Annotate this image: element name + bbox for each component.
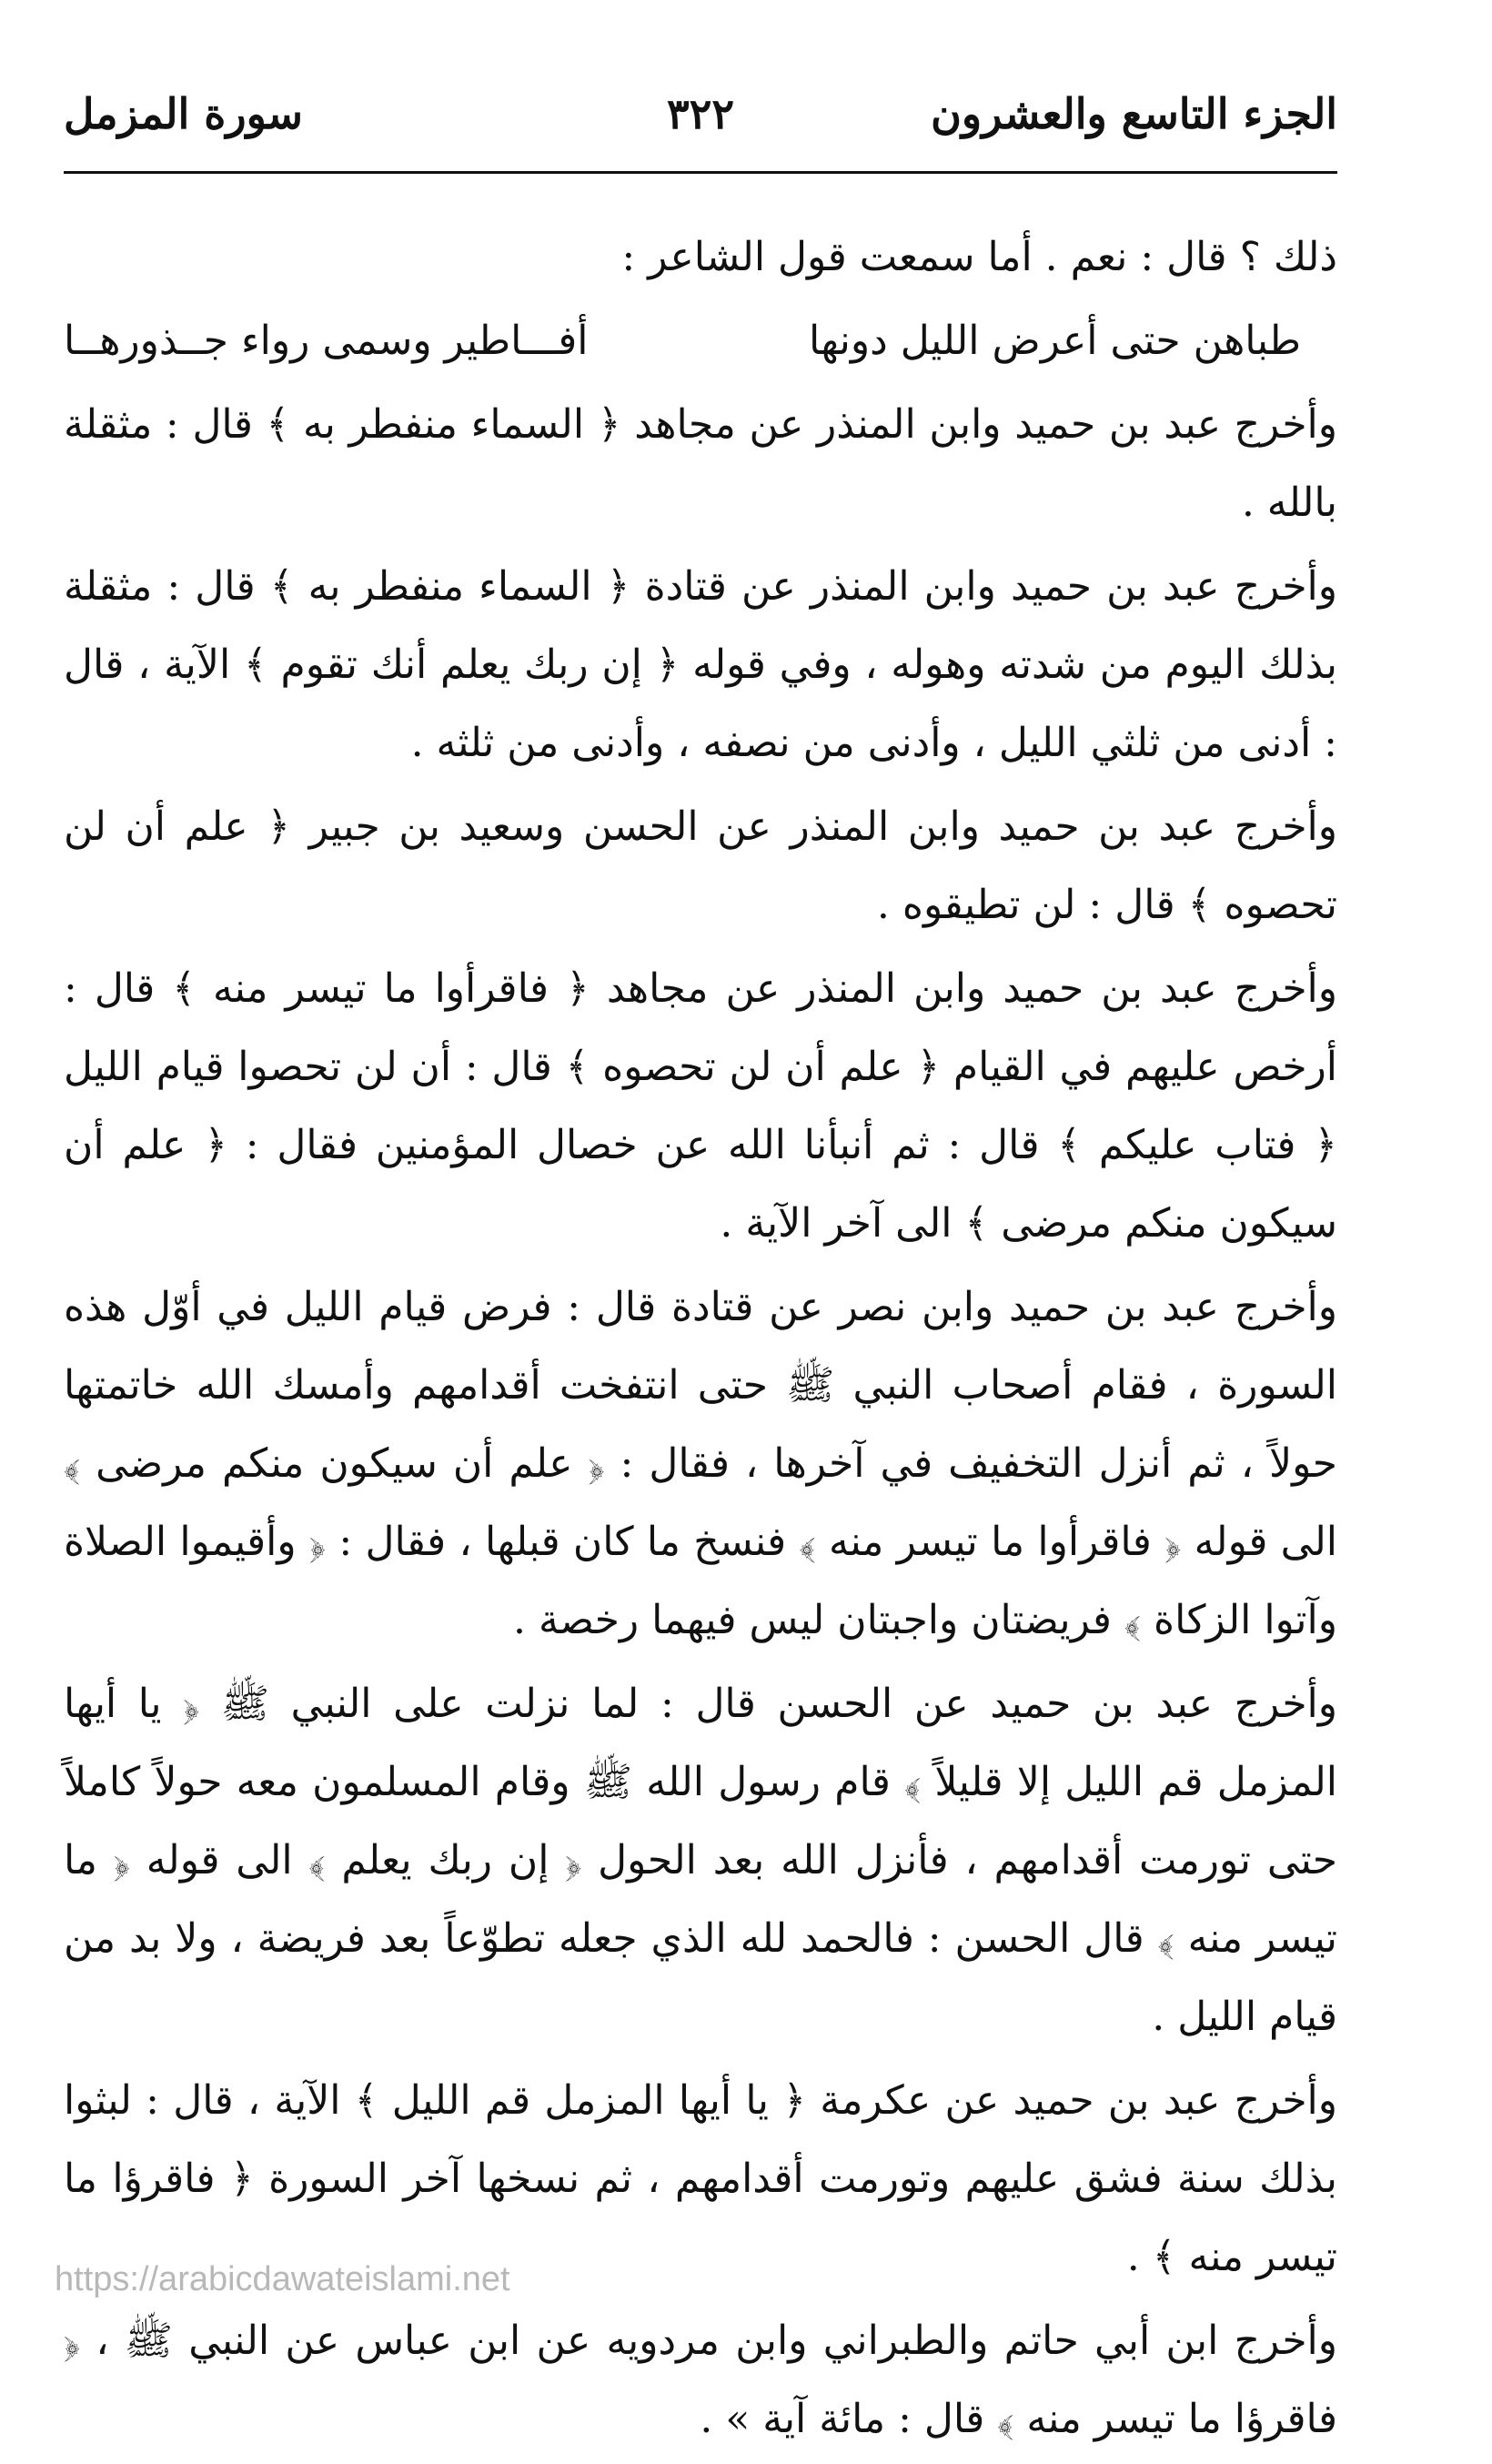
paragraph: وأخرج عبد بن حميد وابن نصر عن قتادة قال : فرض قيام الليل في أوّل هذه السورة ، فقام أصحاب النبي ﷺ حتى انتفخت أقدامهم وأمسك الله خاتمتها حولاً ، ثم أنزل التخفيف في آخرها ، فقال : ﴿ علم أن سيكون منكم مرضى ﴾ الى قوله ﴿ فاقرأوا ما تيسر منه ﴾ فنسخ ما كان قبلها ، فقال : ﴿ وأقيموا الصلاة وآتوا الزكاة ﴾ فريضتان واجبتان ليس فيهما رخصة . <box>64 1284 1337 1643</box>
header-rule <box>64 171 1337 174</box>
source-watermark: https://arabicdawateislami.net <box>55 2260 510 2298</box>
header-surah-title: سورة المزمل <box>64 89 303 138</box>
paragraph: وأخرج عبد بن حميد وابن المنذر عن قتادة ﴿ السماء منفطر به ﴾ قال : مثقلة بذلك اليوم من شدته وهوله ، وفي قوله ﴿ إن ربك يعلم أنك تقوم ﴾ الآية ، قال : أدنى من ثلثي الليل ، وأدنى من نصفه ، وأدنى من ثلثه . <box>64 563 1337 766</box>
paragraph: وأخرج عبد بن حميد عن عكرمة ﴿ يا أيها المزمل قم الليل ﴾ الآية ، قال : لبثوا بذلك سنة فشق عليهم وتورمت أقدامهم ، ثم نسخها آخر السورة ﴿ فاقرؤا ما تيسر منه ﴾ . <box>64 2077 1337 2280</box>
paragraph: وأخرج عبد بن حميد وابن المنذر عن مجاهد ﴿ السماء منفطر به ﴾ قال : مثقلة بالله . <box>64 401 1337 526</box>
paragraph: وأخرج ابن أبي حاتم والطبراني وابن مردويه عن ابن عباس عن النبي ﷺ ، ﴿ فاقرؤا ما تيسر منه ﴾ قال : مائة آية » . <box>64 2318 1337 2442</box>
paragraph: ذلك ؟ قال : نعم . أما سمعت قول الشاعر : <box>621 234 1337 280</box>
paragraph: وأخرج عبد بن حميد عن الحسن قال : لما نزلت على النبي ﷺ ﴿ يا أيها المزمل قم الليل إلا قليلاً ﴾ قام رسول الله ﷺ وقام المسلمون معه حولاً كاملاً حتى تورمت أقدامهم ، فأنزل الله بعد الحول ﴿ إن ربك يعلم ﴾ الى قوله ﴿ ما تيسر منه ﴾ قال الحسن : فالحمد لله الذي جعله تطوّعاً بعد فريضة ، ولا بد من قيام الليل . <box>64 1681 1337 2040</box>
poetry-verse <box>64 302 1337 380</box>
paragraph: وأخرج عبد بن حميد وابن المنذر عن الحسن وسعيد بن جبير ﴿ علم أن لن تحصوه ﴾ قال : لن تطيقوه . <box>64 803 1337 928</box>
page-body <box>64 218 1337 2464</box>
page-number: ٣٢٢ <box>666 89 735 138</box>
header-juz-title: الجزء التاسع والعشرون <box>931 89 1337 138</box>
running-header <box>64 82 1337 155</box>
verse-second-hemistich: أفـــاطير وسمى رواء جــذورهــا <box>64 318 589 364</box>
verse-first-hemistich: طباهن حتى أعرض الليل دونها <box>808 318 1301 364</box>
paragraph: وأخرج عبد بن حميد وابن المنذر عن مجاهد ﴿ فاقرأوا ما تيسر منه ﴾ قال : أرخص عليهم في القيام ﴿ علم أن لن تحصوه ﴾ قال : أن لن تحصوا قيام الليل ﴿ فتاب عليكم ﴾ قال : ثم أنبأنا الله عن خصال المؤمنين فقال : ﴿ علم أن سيكون منكم مرضى ﴾ الى آخر الآية . <box>64 965 1337 1247</box>
